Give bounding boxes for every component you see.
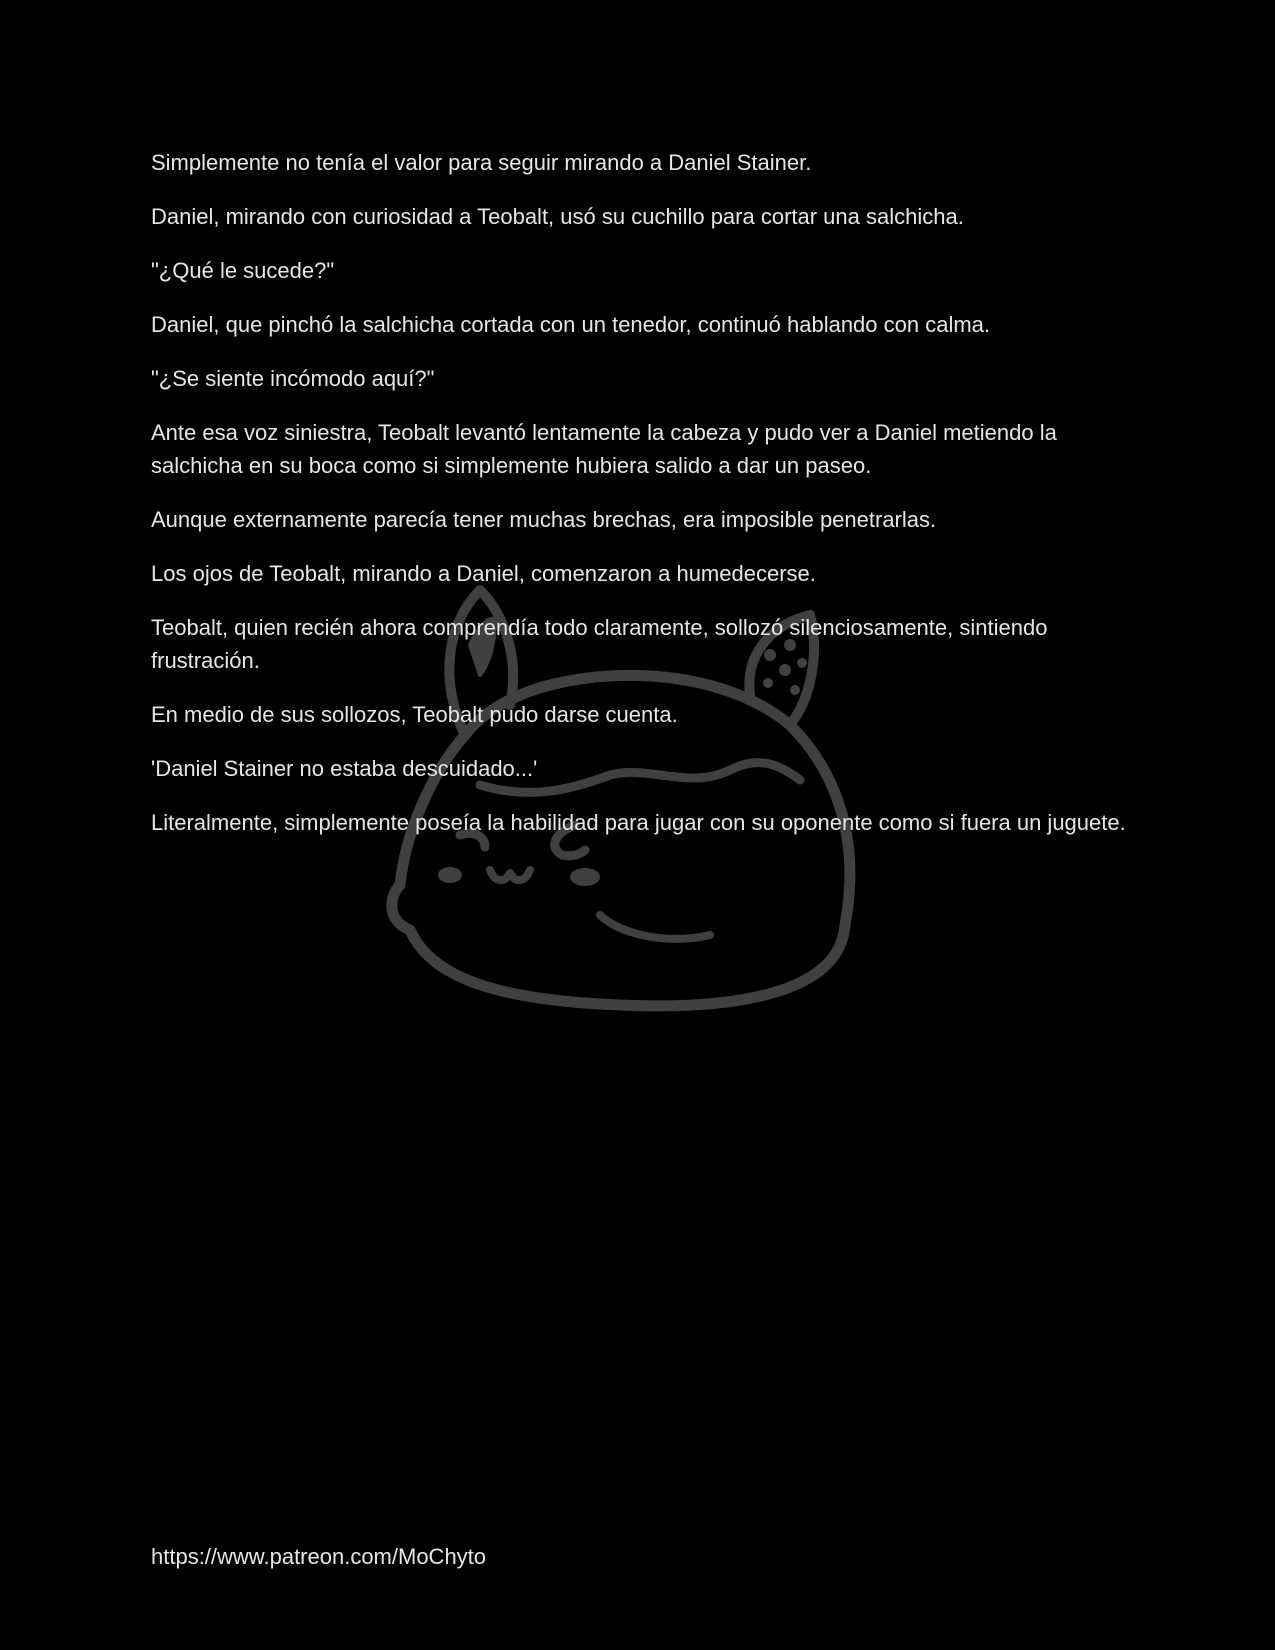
paragraph: Simplemente no tenía el valor para seguir mirando a Daniel Stainer.: [151, 150, 812, 175]
paragraph: En medio de sus sollozos, Teobalt pudo darse cuenta.: [151, 702, 678, 727]
paragraph: "¿Se siente incómodo aquí?": [151, 366, 435, 391]
paragraph: Daniel, mirando con curiosidad a Teobalt, usó su cuchillo para cortar una salchicha.: [151, 204, 964, 229]
paragraph: Literalmente, simplemente poseía la habilidad para jugar con su oponente como si fuera un juguete.: [151, 810, 1126, 835]
paragraph: Daniel, que pinchó la salchicha cortada con un tenedor, continuó hablando con calma.: [151, 312, 991, 337]
paragraph: 'Daniel Stainer no estaba descuidado...': [151, 756, 538, 781]
paragraph: Ante esa voz siniestra, Teobalt levantó lentamente la cabeza y pudo ver a Daniel metiendo la salchicha en su boca como si simplemente hubiera salido a dar un paseo.: [151, 420, 1057, 478]
paragraph: Los ojos de Teobalt, mirando a Daniel, comenzaron a humedecerse.: [151, 561, 816, 586]
paragraph: "¿Qué le sucede?": [151, 258, 335, 283]
story-text: [151, 146, 1131, 860]
patreon-link[interactable]: https://www.patreon.com/MoChyto: [151, 1544, 487, 1569]
paragraph: Aunque externamente parecía tener muchas brechas, era imposible penetrarlas.: [151, 507, 937, 532]
paragraph: Teobalt, quien recién ahora comprendía todo claramente, sollozó silenciosamente, sintiendo frustración.: [151, 615, 1048, 673]
